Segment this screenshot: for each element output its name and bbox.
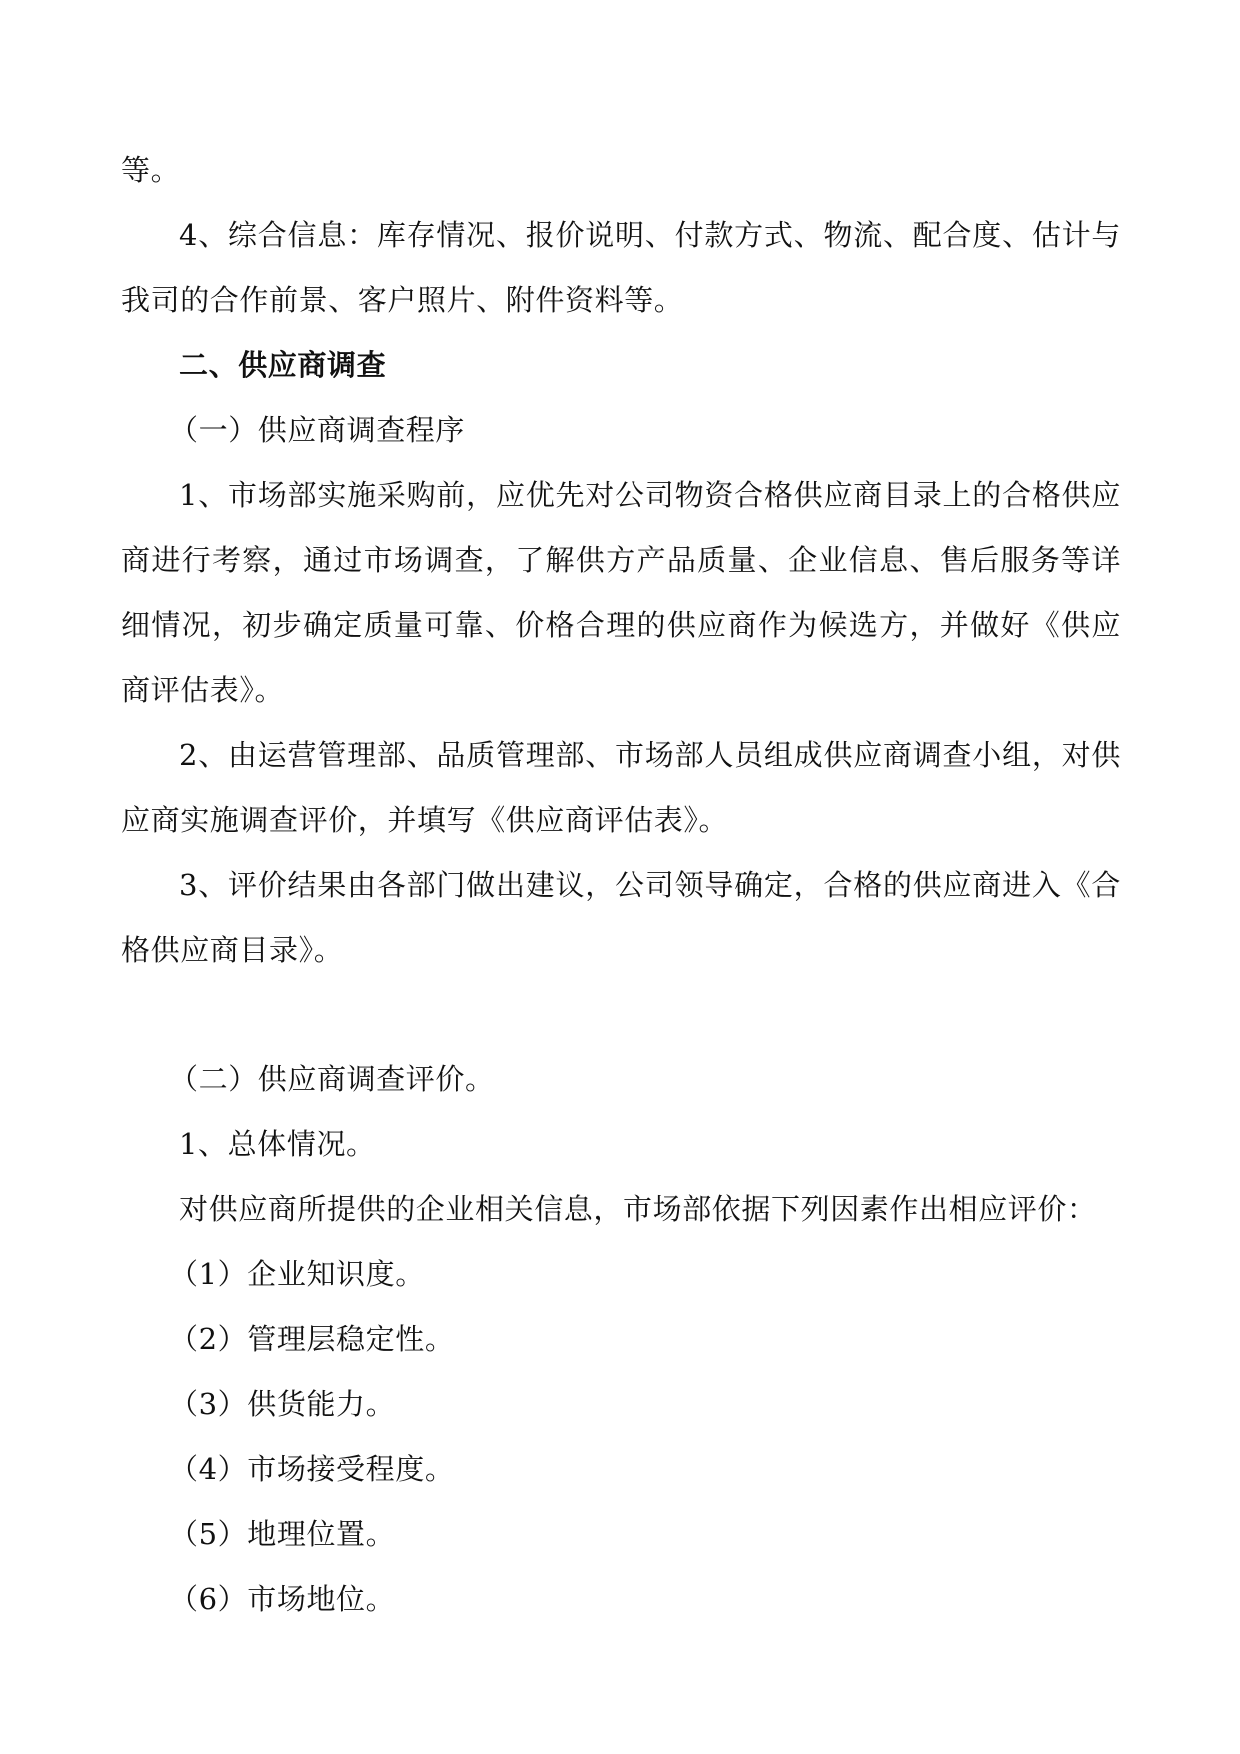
list-item-factor-2: （2）管理层稳定性。 [169,1322,455,1356]
subsection-heading-survey-evaluation: （二）供应商调查评价。 [169,1062,495,1096]
paragraph-evaluation-intro: 对供应商所提供的企业相关信息，市场部依据下列因素作出相应评价： [179,1192,1097,1226]
paragraph-overall-situation: 1、总体情况。 [179,1127,376,1161]
list-item-factor-1: （1）企业知识度。 [169,1257,425,1291]
subsection-heading-survey-procedure: （一）供应商调查程序 [169,413,466,447]
document-body [121,138,1121,1632]
paragraph-continuation: 等。 [121,153,181,187]
paragraph-procedure-2: 2、由运营管理部、品质管理部、市场部人员组成供应商调查小组，对供应商实施调查评价，并填写《供应商评估表》。 [121,738,1121,837]
blank-line [121,983,1121,1047]
list-item-factor-5: （5）地理位置。 [169,1517,396,1551]
section-heading-supplier-survey: 二、供应商调查 [179,348,387,382]
list-item-factor-4: （4）市场接受程度。 [169,1452,455,1486]
paragraph-procedure-3: 3、评价结果由各部门做出建议，公司领导确定，合格的供应商进入《合格供应商目录》。 [121,868,1121,967]
paragraph-comprehensive-info: 4、综合信息：库存情况、报价说明、付款方式、物流、配合度、估计与我司的合作前景、客户照片、附件资料等。 [121,218,1121,317]
paragraph-procedure-1: 1、市场部实施采购前，应优先对公司物资合格供应商目录上的合格供应商进行考察，通过市场调查，了解供方产品质量、企业信息、售后服务等详细情况，初步确定质量可靠、价格合理的供应商作为候选方，并做好《供应商评估表》。 [121,478,1121,707]
list-item-factor-3: （3）供货能力。 [169,1387,396,1421]
list-item-factor-6: （6）市场地位。 [169,1582,396,1616]
